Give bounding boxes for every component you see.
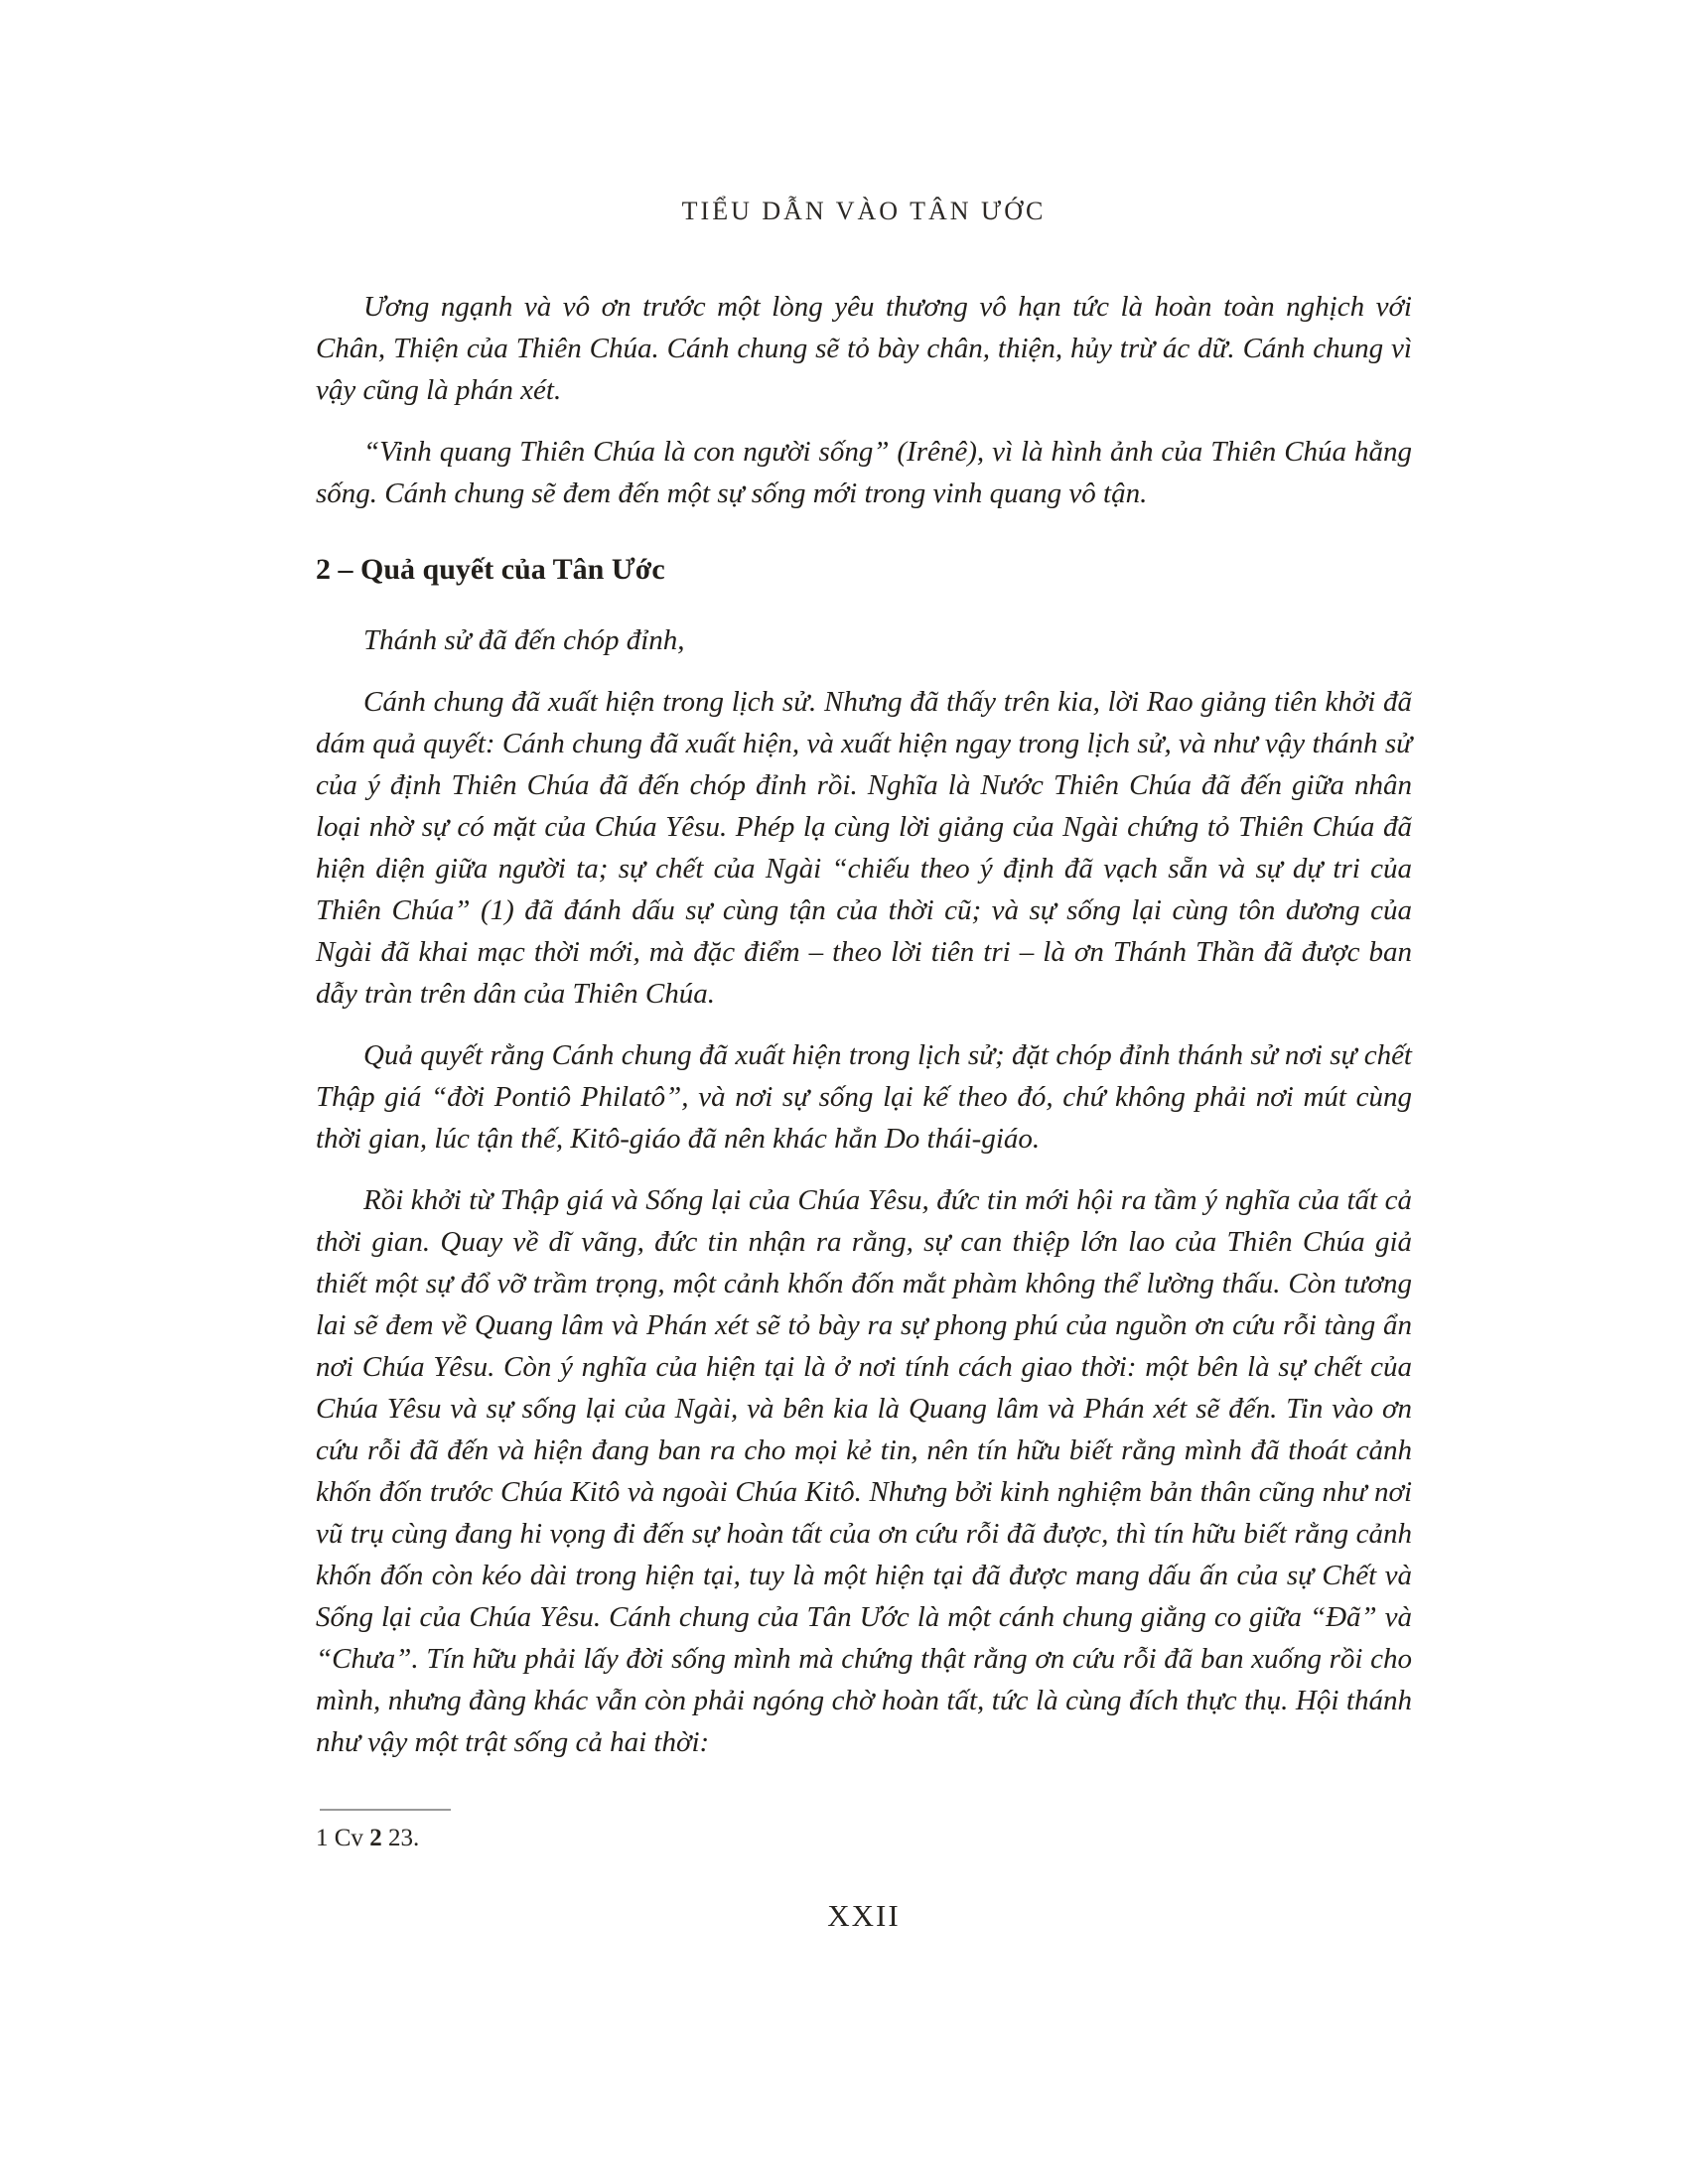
footnote-book-ref: 1 Cv	[316, 1825, 370, 1851]
paragraph-intro-2: “Vinh quang Thiên Chúa là con người sống” (Irênê), vì là hình ảnh của Thiên Chúa hằng sống. Cánh chung sẽ đem đến một sự sống mới trong vinh quang vô tận.	[316, 436, 1412, 509]
footnote-rule	[320, 1809, 451, 1811]
paragraph-body-4: Rồi khởi từ Thập giá và Sống lại của Chúa Yêsu, đức tin mới hội ra tầm ý nghĩa của tất cả thời gian. Quay về dĩ vãng, đức tin nhận ra rằng, sự can thiệp lớn lao của Thiên Chúa giả thiết một sự đổ vỡ trầm trọng, một cảnh khốn đốn mắt phàm không thể lường thấu. Còn tương lai sẽ đem về Quang lâm và Phán xét sẽ tỏ bày ra sự phong phú của nguồn ơn cứu rỗi tàng ẩn nơi Chúa Yêsu. Còn ý nghĩa của hiện tại là ở nơi tính cách giao thời: một bên là sự chết của Chúa Yêsu và sự sống lại của Ngài, và bên kia là Quang lâm và Phán xét sẽ đến. Tin vào ơn cứu rỗi đã đến và hiện đang ban ra cho mọi kẻ tin, nên tín hữu biết rằng mình đã thoát cảnh khốn đốn trước Chúa Kitô và ngoài Chúa Kitô. Nhưng bởi kinh nghiệm bản thân cũng như nơi vũ trụ cùng đang hi vọng đi đến sự hoàn tất của ơn cứu rỗi đã được, thì tín hữu biết rằng cảnh khốn đốn còn kéo dài trong hiện tại, tuy là một hiện tại đã được mang dấu ấn của sự Chết và Sống lại của Chúa Yêsu. Cánh chung của Tân Ước là một cánh chung giằng co giữa “Đã” và “Chưa”. Tín hữu phải lấy đời sống mình mà chứng thật rằng ơn cứu rỗi đã ban xuống rồi cho mình, nhưng đàng khác vẫn còn phải ngóng chờ hoàn tất, tức là cùng đích thực thụ. Hội thánh như vậy một trật sống cả hai thời:	[316, 1184, 1412, 1758]
text-column	[316, 197, 1412, 1783]
footnote	[316, 1809, 1412, 1852]
footnote-verse-number: 23.	[381, 1825, 420, 1851]
paragraph-body-2: Cánh chung đã xuất hiện trong lịch sử. Nhưng đã thấy trên kia, lời Rao giảng tiên khởi đã dám quả quyết: Cánh chung đã xuất hiện, và xuất hiện ngay trong lịch sử, và như vậy thánh sử của ý định Thiên Chúa đã đến chóp đỉnh rồi. Nghĩa là Nước Thiên Chúa đã đến giữa nhân loại nhờ sự có mặt của Chúa Yêsu. Phép lạ cùng lời giảng của Ngài chứng tỏ Thiên Chúa đã hiện diện giữa người ta; sự chết của Ngài “chiếu theo ý định đã vạch sẵn và sự dự tri của Thiên Chúa” (1) đã đánh dấu sự cùng tận của thời cũ; và sự sống lại cùng tôn dương của Ngài đã khai mạc thời mới, mà đặc điểm – theo lời tiên tri – là ơn Thánh Thần đã được ban dẫy tràn trên dân của Thiên Chúa.	[316, 686, 1412, 1010]
paragraph-body-1: Thánh sử đã đến chóp đỉnh,	[363, 624, 685, 656]
footnote-chapter-number: 2	[369, 1825, 382, 1851]
footnote-text	[316, 1825, 1412, 1852]
section-heading: 2 – Quả quyết của Tân Ước	[316, 553, 665, 586]
paragraph-intro-1: Ương ngạnh và vô ơn trước một lòng yêu thương vô hạn tức là hoàn toàn nghịch với Chân, Thiện của Thiên Chúa. Cánh chung sẽ tỏ bày chân, thiện, hủy trừ ác dữ. Cánh chung vì vậy cũng là phán xét.	[316, 291, 1412, 406]
running-header: TIỂU DẪN VÀO TÂN ƯỚC	[681, 197, 1047, 225]
page-number: XXII	[827, 1898, 901, 1933]
paragraph-body-3: Quả quyết rằng Cánh chung đã xuất hiện trong lịch sử; đặt chóp đỉnh thánh sử nơi sự chết Thập giá “đời Pontiô Philatô”, và nơi sự sống lại kế theo đó, chứ không phải nơi mút cùng thời gian, lúc tận thế, Kitô-giáo đã nên khác hẳn Do thái-giáo.	[316, 1039, 1412, 1155]
